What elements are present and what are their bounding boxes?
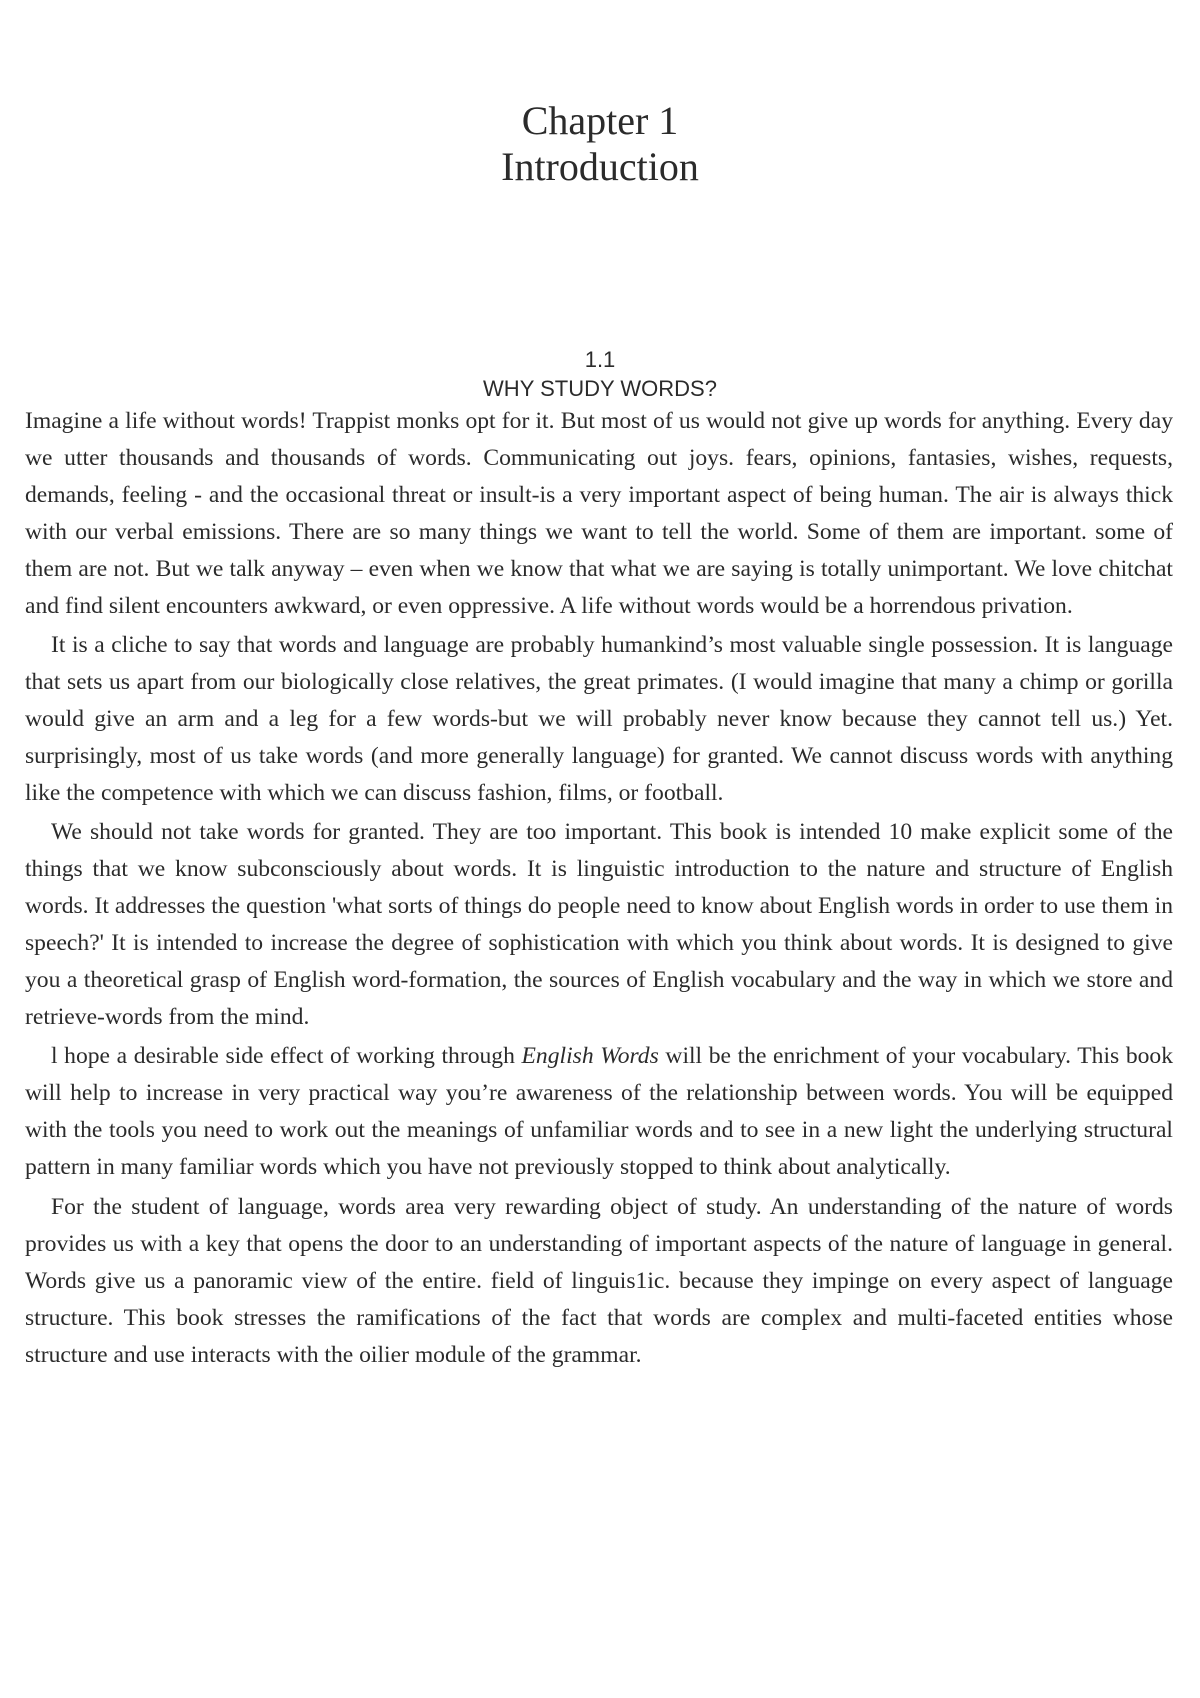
paragraph-4-text-end: will be the enrichment of your vocabulary. This book will help to increase in very practical way you’re awareness of the relationship between words. You will be equipped with the tools you need to work out the meanings of unfamiliar words and to see in a new light the underlying structural pattern in many familiar words which you have not previously stopped to think about analytically. <box>25 1043 1174 1180</box>
section-number: 1.1 <box>584 347 616 372</box>
paragraph-1: Imagine a life without words! Trappist monks opt for it. But most of us would not give up words for anything. Every day we utter thousands and thousands of words. Communicating out joys. fears, opinions, fantasies, wishes, requests, demands, feeling - and the occasional threat or insult-is a very important aspect of being human. The air is always thick with our verbal emissions. There are so many things we want to tell the world. Some of them are important. some of them are not. But we talk anyway – even when we know that what we are saying is totally unimportant. We love chitchat and find silent encounters awkward, or even oppressive. A life without words would be a horrendous privation. <box>25 408 1173 619</box>
paragraph-5: For the student of language, words area very rewarding object of study. An understanding of the nature of words provides us with a key that opens the door to an understanding of important aspects of the nature of language in general. Words give us a panoramic view of the entire. field of linguis1ic. because they impinge on every aspect of language structure. This book stresses the ramifications of the fact that words are complex and multi-faceted entities whose structure and use interacts with the oilier module of the grammar. <box>25 1194 1173 1368</box>
paragraph-4-text-start: l hope a desirable side effect of working through <box>51 1043 522 1069</box>
section-heading <box>0 345 1200 403</box>
paragraph-4 <box>25 1038 1173 1186</box>
chapter-number: Chapter 1 <box>521 98 679 143</box>
chapter-heading <box>0 98 1200 190</box>
paragraph-2: It is a cliche to say that words and language are probably humankind’s most valuable single possession. It is language that sets us apart from our biologically close relatives, the great primates. (I would imagine that many a chimp or gorilla would give an arm and a leg for a few words-but we will probably never know because they cannot tell us.) Yet. surprisingly, most of us take words (and more generally language) for granted. We cannot discuss words with anything like the competence with which we can discuss fashion, films, or football. <box>25 632 1173 806</box>
body-text <box>25 403 1173 1374</box>
chapter-title: Introduction <box>501 144 699 189</box>
section-title: WHY STUDY WORDS? <box>483 376 717 401</box>
paragraph-3: We should not take words for granted. They are too important. This book is intended 10 make explicit some of the things that we know subconsciously about words. It is linguistic introduction to the nature and structure of English words. It addresses the question 'what sorts of things do people need to know about English words in order to use them in speech?' It is intended to increase the degree of sophistication with which you think about words. It is designed to give you a theoretical grasp of English word-formation, the sources of English vocabulary and the way in which we store and retrieve-words from the mind. <box>25 819 1173 1030</box>
book-title-italic: English Words <box>521 1043 659 1069</box>
